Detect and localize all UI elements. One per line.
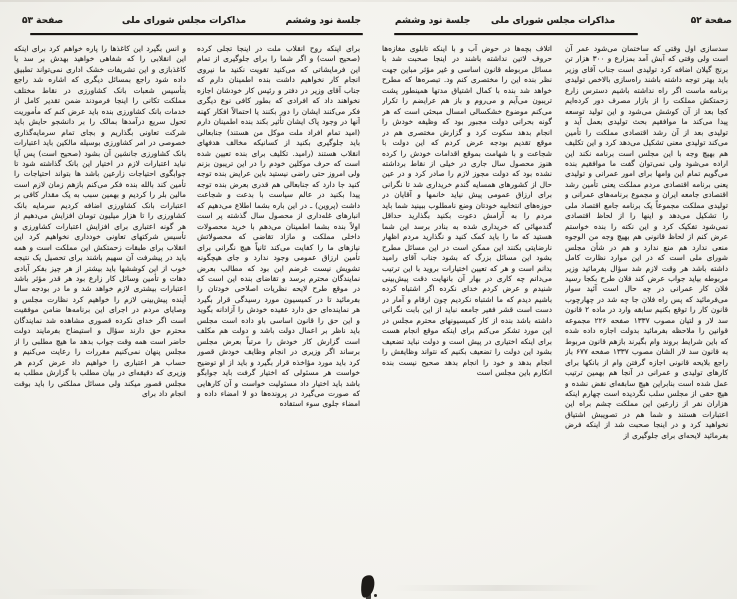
right-page-header-rule — [394, 33, 638, 35]
right-page — [369, 0, 737, 599]
left-page-columns — [14, 44, 360, 567]
right-page-text-column-right: سدسازی اول وقتی که ساختمان می‌شود عمر آن است ولی وقتی که آبش آمد بمزارع و ۳۰۰ هزار تن برنج گیلان اضافه کرد تولیدی است جناب آقای وزیر باید بهتر توجه داشته باشند راه‌سازی بالاخص تولیدی برنامه ماست اگر راه نداشته باشیم دسترس زارع زحمتکش مملکت را از بازار مصرف دور کرده‌ایم کجا بعد از آن کوشش می‌شود و این تولید توسعه پیدا می‌کند ما موافقیم بحث تولیدی بعمل آید و تولیدی بعد از آن رشد اقتصادی مملکت را تأمین می‌کند تولیدی معنی تشکیل می‌دهد کرد و این تکلیف هم بهیچ وجه با این مجلس است برنامه نکند این اراده می‌شود ولی نمی‌توان گفت ما موافقیم بنده می‌گویم تمام این وامها برای امور عمرانی و تولیدی یعنی برنامه اقتصادی مردم مملکت یعنی تأمین رشد اقتصادی جامعه ایران و مجموع برنامه‌های عمرانی و تولیدی مملکت مجموعاً یک برنامه جامع اقتصاد ملی را تشکیل می‌دهد و اینها را از لحاظ اقتصادی نمی‌شود تفکیک کرد و این نکته را بنده خواستم عرض کنم از لحاظ قانونی هم بهیچ وجه من الوجوه منعی ندارد هم منع ندارد و هم در شأن مجلس شورای ملی است که در این موارد نظارت کامل داشته باشد هر وقت لازم شد سؤال بفرمائید وزیر مربوطه بیاید جواب عرض کند فلان طرح بکجا رسید فلان کار عمرانی در چه حال است آئید سوار می‌فرمائید که پس راه فلان جا چه شد در چهارچوب قانون کار را توقع بکنیم سابقه وارد در ماده ۲ قانون سد لار و لتیان مصوب ۱۳۳۷ صفحه ۲۲۶ مجموعه قوانین را ملاحظه بفرمائید بدولت اجازه داده شده که باین شرایط بروند وام بگیرند بازهم قانون مربوط به قانون سد لار الشان مصوب ۱۳۳۷ صفحه ۶۷۷ باز راجع بلایحه قانونی اجازه گرفتن وام از بانکها برای کارهای تولیدی و عمرانی در آنجا هم بهمین ترتیب عمل شده است بنابراین هیچ سابقه‌ای نقض نشده و هیچ حقی از مجلس سلب نگردیده است چهارم اینکه هزاران نفر از زارعین این مملکت چشم براه این اعتبارات هستند و شما هم در تصویبش اشتیاق نخواهید کرد و در اینجا صحبت شد از اینکه فرض بفرمائید لایحه‌ای برای جلوگیری از — [565, 44, 728, 440]
right-page-columns — [382, 44, 728, 568]
left-page — [0, 0, 368, 599]
left-page-text-column-right: برای اینکه روح انقلاب ملت در اینجا تجلی کرده (صحیح است) و اگر شما را برای جلوگیری از تمام این فرمایشاتی که می‌کنید تقویت نکنید ما نیروی انجام کار نخواهیم داشت بنده اطمینان دارم که جناب آقای وزیر در دفتر و رئیس کار خودشان اجازه نخواهند داد که افرادی که بطور کافی نوع دیگری فکر می‌کنند ایشان را دور بکنند یا احتمالاً افکار کهنه آنها در وجود پاک ایشان تأثیر بکند بنده اطمینان دارم (امید تمام افراد ملت موکل من هستند) جنابعالی باید جلوگیری بکنید از کسانیکه مخالف هدفهای انقلاب هستند (رامید. تکلیف برای بنده تعیین شده است که حرف موکلین خودم را در این تریبون بزنم ولی امروز حتی راضی نیستید باین عرایض بنده توجه کنید جا دارد که جنابعالی هم قدری بعرض بنده توجه پیدا بکنید در عالم سیاست با بدعت و شجاعت داشت (پروین) ـ در این باره بشما اطلاع می‌دهیم که انبارهای غله‌داری از محصول سال گذشته پر است اولاً بنده بشما اطمینان می‌دهم با خرید محصولات داخلی مملکت و مازاد تقاضی که محصولاتش نیازهای ما را کفایت می‌کند ثانیاً هیچ نگرانی برای تأمین ارزاق عمومی وجود ندارد و جای هیچگونه تشویش نیست غرضم این بود که مطالب بعرض نمایندگان محترم برسد و تقاضای بنده این است که در موقع طرح لایحه نظریات اصلاحی خودتان را بفرمائید تا در کمیسیون مورد رسیدگی قرار بگیرد هر نماینده‌ای حق دارد عقیده خودش را آزادانه بگوید و این حق را قانون اساسی باو داده است مجلس باید ناظر بر اعمال دولت باشد و دولت هم مکلف است گزارش کار خودش را مرتباً بعرض مجلس برساند اگر وزیری در انجام وظایف خودش قصور کرد باید مورد مؤاخذه قرار بگیرد و باید از او توضیح خواست هر مسئولی که اختیار گرفت باید جوابگو باشد باید اختیار داد مسئولیت خواست و آن کارهایی که صورت می‌گیرد در پرونده‌ها دو لا امضاء داده و امضاء جلوی سوء استفاده — [197, 44, 360, 409]
left-page-session-title: جلسة نود وششم — [285, 16, 361, 26]
left-page-header — [0, 16, 368, 30]
ink-speck — [374, 594, 377, 597]
left-page-header-rule — [30, 33, 363, 35]
left-page-text-column-left: و انس بگیرد این کاغذها را پاره خواهم کرد برای اینکه این انقلابی را که شفاهی خواهید بهدش بر سد یا کاغذبازی و این تشریفات خشک اداری نمی‌تواند تطبیق داده شود راجع بمسائل دیگری که اشاره شد راجع بتأسیس شعبات بانک کشاورزی در نقاط مختلف مملکت تکانی را اینجا فرمودند ضمن تقدیر کامل از خدمات بانک کشاورزی بنده باید عرض کنم که مأموریت تحول سریع درآمدها بمالک را بر دانشجو حایش باید شرکت تعاونی بگذاریم و بجای تمام سرمایه‌گذاری خصوصی در امر کشاورزی بوسیله مالکین باید اعتبارات بانک کشاورزی جانشین آن بشود (صحیح است) پس آیا نباید اعتبارات لازم در اختیار این بانک گذاشته شود تا جوابگوی احتیاجات زارعین باشد ها بتواند احتیاجات را تأمین کند بالله بنده فکر می‌کنم بازهم زمان لازم است مالین بلر را کردیم و بهمین سبب به یک مقدار کافی بر اعتبارات بانک کشاورزی اضافه کردیم سرمایه بانک کشاورزی را تا هزار میلیون تومان افزایش می‌دهیم از هر گونه اعتباری برای افزایش اعتبارات کشاورزی و تأسیس شرکتهای تعاونی خودداری نخواهیم کرد این انقلاب برای طبقات زحمتکش این مملکت است و همه باید در پیشرفت آن سهیم باشند برای تحصیل یک نتیجه خوب از این کوششها باید بیشتر از هر چیز بفکر آبادی دهات و تأمین وسائل کار زارع بود هر قدر مؤثر باشد اعتبارات بیشتری لازم خواهد شد و ما در بودجه سال آینده پیش‌بینی لازم را خواهیم کرد نظارت مجلس و وصایای مردم در اجرای این برنامه‌ها ضامن موفقیت است اگر خدای نکرده قصوری مشاهده شد نمایندگان محترم حق دارند سؤال و استیضاح بفرمایند دولت حاضر است همه وقت جواب بدهد ما هیچ مطلبی را از مجلس پنهان نمی‌کنیم مقررات را رعایت می‌کنیم و حساب هر اعتباری را خواهیم داد عرض کردم هر وزیری که دقیقه‌ای در بیان مطلب با گزارش مطلب به مجلس قصور میکند ولی مسائل مملکتی را باید بوقت انجام داد برای — [14, 44, 186, 398]
scan-smudge-bottom-right — [391, 585, 603, 591]
left-page-journal-title: مذاکرات مجلس شورای ملی — [121, 16, 247, 26]
scan-smudge-bottom-left — [29, 589, 211, 595]
right-page-session-title: جلسة نود وششم — [395, 16, 471, 26]
right-page-text-column-left: اتلاف بچه‌ها در حوض آب و با اینکه تابلوی مغازه‌ها حروف لاتین نداشته باشند در اینجا صحبت شد با مسائل مربوطه قانون اساسی و غیر مؤثر مباین جهت نظر بنده این را مختصری کنم ود. تبصره‌ها که مطرح خواهد شد بنده با کمال اشتیاق مدتها همینطور پشت تریبون می‌آیم و می‌روم و باز هم عرایضم را تکرار می‌کنم موضوع خشکسالی امسال مبحثی است که هر گونه بحرانی دولت مجبور بود که وظیفه خودش را انجام بدهد سکوت کرد و گزارش مختصری هم در موقع تقدیم بودجه عرض کردم که این دولت با شجاعت و با شهامت بموقع اقدامات خودش را کرده هنوز محصول سال جاری در خیلی از نقاط برداشته نشده بود که دولت مجوز لازم را صادر کرد و در عین حال از کشورهای همسایه گندم خریداری شد تا نگرانی برای ارزاق عمومی پیش نیاید خانمها و آقایان در حوزه‌های انتخابیه خودتان وضع نامطلوب ببینید شما باید مردم را به آرامش دعوت بکنید بگذارید حداقل گندمهائی که خریداری شده به بنادر برسد این شما هستید که ما را باید کمک کنید و نگذارید مردم اظهار نارضایتی بکنند این ممکن است در این مسائل مطرح بشود این مسائل بزرگ که بشود جناب آقای رامید بدانم است و هر که تعیین اختیارات بروید با این ترتیب می‌دانم چه کاری در بهار آن بانهایت دقت پیش‌بینی شنیدم و عرض کردم خدای نکرده اگر اشتباه کرده باشیم دیدم که ما اشتباه نکردیم چون ارقام و آمار در دست است قشر فقیر جامعه نباید از این بابت نگرانی داشته باشد بنده از کار کمیسیونهای محترم مجلس در این مورد تشکر می‌کنم برای اینکه موقع انجام هست برای اینکه اختیاری در پیش است و دولت نباید تضعیف بشود این دولت را تضعیف بکنیم که نتواند وظایفش را انجام بدهد و خود را انجام بدهد صحیح نیست بنده انکارم باین مجلس است — [382, 44, 552, 378]
right-page-header — [369, 16, 737, 30]
right-page-journal-title: مذاکرات مجلس شورای ملی — [490, 16, 616, 26]
right-page-number: صفحة ۵۲ — [690, 16, 732, 26]
left-page-number: صفحة ۵۳ — [22, 16, 64, 26]
